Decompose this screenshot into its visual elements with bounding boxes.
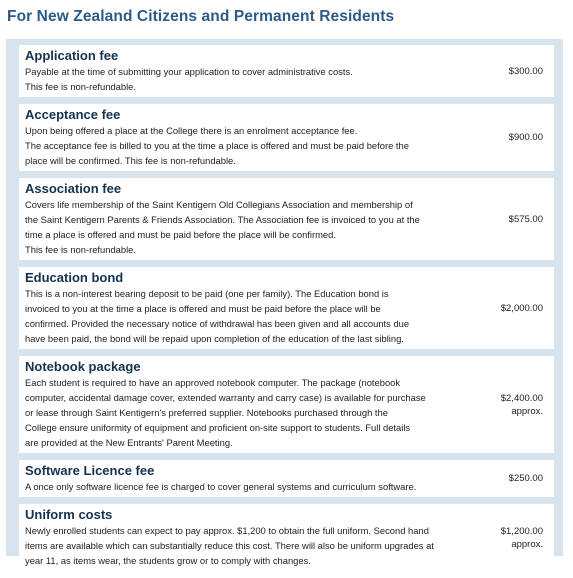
page-heading: For New Zealand Citizens and Permanent Residents xyxy=(7,8,395,25)
fee-description: Covers life membership of the Saint Kentigern Old Collegians Association and membership of the Saint Kentigern Parents & Friends Association. The Association fee is invoiced to you at the time a place is offered and must be paid before the place will be confirmed. This fee is non-refundable. xyxy=(25,199,420,255)
fee-row-acceptance xyxy=(19,104,554,171)
fee-description: Upon being offered a place at the College there is an enrolment acceptance fee. The acceptance fee is billed to you at the time a place is offered and must be paid before the place will be confirmed. This fee is non-refundable. xyxy=(25,125,409,166)
fee-amount: $250.00 xyxy=(508,473,543,484)
fee-row-uniform-costs xyxy=(19,504,554,571)
fee-row-education-bond xyxy=(19,267,554,349)
fee-row-software-licence xyxy=(19,460,554,497)
fee-description: A once only software licence fee is charged to cover general systems and curriculum software. xyxy=(25,481,417,492)
fee-amount: $2,000.00 xyxy=(500,302,543,314)
fee-amount: $300.00 xyxy=(508,65,543,77)
fee-table xyxy=(19,45,554,578)
fee-title: Application fee xyxy=(25,48,119,63)
fee-amount: $2,400.00 xyxy=(500,392,543,404)
fee-description: Newly enrolled students can expect to pay approx. $1,200 to obtain the full uniform. Second hand items are available which can substantially reduce this cost. There will also be uniform upgrades at year 11, as items wear, the students grow or to comply with changes. xyxy=(25,525,434,566)
fee-title: Uniform costs xyxy=(25,507,113,522)
fee-description: Payable at the time of submitting your application to cover administrative costs. This fee is non-refundable. xyxy=(25,66,353,92)
fee-title: Notebook package xyxy=(25,359,141,374)
fee-amount: $1,200.00 xyxy=(500,525,543,537)
fee-amount: $575.00 xyxy=(508,213,543,225)
fee-amount: $900.00 xyxy=(508,132,543,143)
fee-title: Software Licence fee xyxy=(25,463,155,478)
fee-approx: approx. xyxy=(511,538,543,550)
fee-description: Each student is required to have an approved notebook computer. The package (notebook computer, accidental damage cover, extended warranty and carry case) is available for purchase or lease through Saint Kentigern's preferred supplier. Notebooks purchased through the College ensure uniformity of equipment and proficient on-site support to students. Full details are provided at the New Entrants' Parent Meeting. xyxy=(25,377,426,448)
fee-approx: approx. xyxy=(511,405,543,417)
fee-row-application xyxy=(19,45,554,97)
fee-title: Acceptance fee xyxy=(25,107,121,122)
fee-row-association xyxy=(19,178,554,260)
fee-description: This is a non-interest bearing deposit to be paid (one per family). The Education bond is invoiced to you at the time a place is offered and must be paid before the place will be confirmed. Provided the necessary notice of withdrawal has been given and all accounts due have been paid, the bond will be repaid upon completion of the education of the last sibling. xyxy=(25,288,410,344)
fee-title: Association fee xyxy=(25,181,122,196)
fee-title: Education bond xyxy=(25,270,124,285)
fee-row-notebook-package xyxy=(19,356,554,453)
